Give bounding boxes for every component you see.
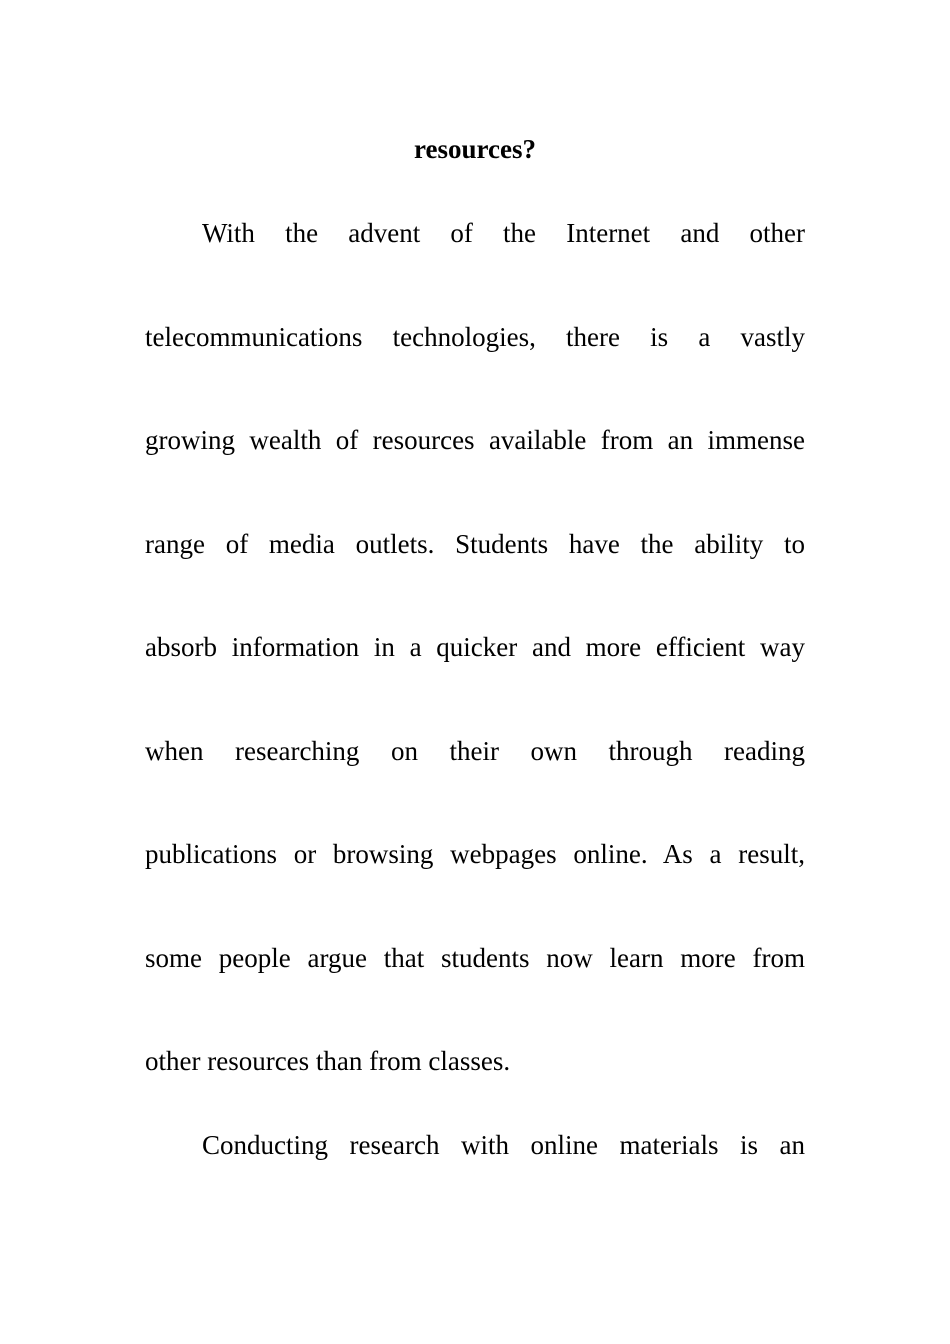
paragraph-1-line-7: publications or browsing webpages online. As a result, [145, 839, 805, 869]
paragraph-1-line-5: absorb information in a quicker and more efficient way [145, 632, 805, 662]
paragraph-1-line-9: other resources than from classes. [145, 1046, 511, 1076]
paragraph-2-line-1: Conducting research with online materials is an [202, 1130, 805, 1160]
paragraph-1-line-2: telecommunications technologies, there is a vastly [145, 322, 805, 352]
paragraph-1-line-6: when researching on their own through reading [145, 736, 805, 766]
paragraph-1-line-8: some people argue that students now learn more from [145, 943, 805, 973]
paragraph-1-line-1: With the advent of the Internet and other [202, 218, 805, 248]
section-heading: resources? [414, 134, 536, 164]
paragraph-1-line-3: growing wealth of resources available from an immense [145, 425, 805, 455]
paragraph-1-line-4: range of media outlets. Students have the ability to [145, 529, 805, 559]
